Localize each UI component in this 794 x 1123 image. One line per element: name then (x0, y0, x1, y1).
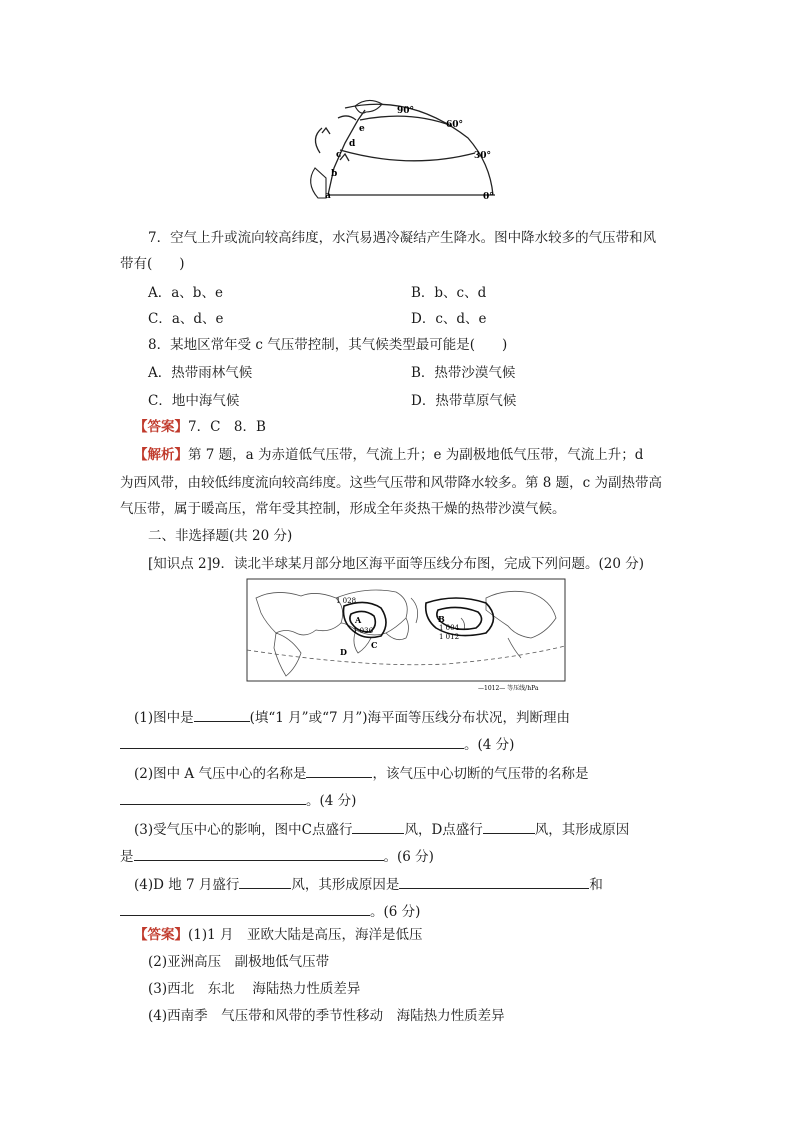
q9-part3-line1: (3)受气压中心的影响，图中C点盛行 风，D点盛行 风，其形成原因 (134, 818, 629, 838)
answer2-line3: (3)西北 东北 海陆热力性质差异 (148, 981, 361, 997)
answer-block-2: 【答案】(1)1 月 亚欧大陆是高压，海洋是低压 (134, 927, 423, 943)
section-heading: 二、非选择题(共 20 分) (148, 528, 293, 544)
answer-blank-reason1[interactable] (120, 734, 464, 749)
lat-0-label: 0° (483, 192, 494, 202)
q8-option-b: B．热带沙漠气候 (411, 365, 516, 381)
lat-30-label: 30° (474, 151, 492, 161)
answer-blank-1[interactable] (194, 707, 250, 722)
answer-blank-4b[interactable] (399, 874, 589, 889)
q9-stem: [知识点 2]9．读北半球某月部分地区海平面等压线分布图，完成下列问题。(20 分) (148, 556, 645, 572)
answer-blank-3a[interactable] (352, 819, 404, 834)
q7-line2: 带有( ) (120, 256, 185, 272)
pressure-belt-diagram (300, 98, 505, 210)
lat-90-label: 90° (397, 106, 415, 116)
answer-blank-4c[interactable] (120, 901, 370, 916)
iso-1036-label: 1 036 (353, 627, 374, 635)
q7-option-d: D．c、d、e (411, 311, 487, 327)
answer-blank-3b[interactable] (483, 819, 535, 834)
q9-part2-line2: 。(4 分) (120, 789, 356, 809)
map-label-A: A (355, 615, 362, 625)
arrow-head-1 (322, 128, 330, 134)
answer-text: 7．C 8．B (188, 419, 266, 435)
analysis-tag: 【解析】 (134, 447, 188, 463)
answer-tag: 【答案】 (134, 419, 188, 435)
q7-line1: 7．空气上升或流向较高纬度，水汽易遇冷凝结产生降水。图中降水较多的气压带和风 (148, 230, 657, 246)
latitude-30-line (340, 150, 475, 161)
iso-1028-label: 1 028 (336, 597, 357, 605)
analysis-line2: 为西风带，由较低纬度流向较高纬度。这些气压带和风带降水较多。第 8 题，c 为副热带高 (120, 475, 663, 491)
label-d: d (349, 139, 356, 149)
q7-option-c: C．a、d、e (148, 311, 224, 327)
lat-60-label: 60° (446, 120, 464, 130)
q8-option-c: C．地中海气候 (148, 393, 240, 409)
q9-part3-line2: 是 。(6 分) (120, 845, 434, 865)
iso-1012-label: 1 012 (439, 633, 460, 641)
q9-part1-line2: 。(4 分) (120, 733, 514, 753)
answer-blank-3c[interactable] (134, 846, 384, 861)
q9-part2-line1: (2)图中 A 气压中心的名称是 ，该气压中心切断的气压带的名称是 (134, 762, 588, 782)
analysis-line1: 【解析】第 7 题，a 为赤道低气压带，气流上升；e 为副极地低气压带，气流上升；d (134, 447, 644, 463)
answer-tag-2: 【答案】 (134, 927, 188, 943)
label-b: b (331, 169, 338, 179)
answer2-line4: (4)西南季 气压带和风带的季节性移动 海陆热力性质差异 (148, 1008, 505, 1024)
equatorial-cloud (311, 168, 326, 198)
q9-part4-line1: (4)D 地 7 月盛行 风，其形成原因是 和 (134, 873, 603, 893)
analysis-line3: 气压带，属于暖高压，常年受其控制，形成全年炎热干燥的热带沙漠气候。 (120, 501, 566, 517)
label-e: e (359, 124, 365, 134)
q7-option-b: B．b、c、d (411, 285, 487, 301)
q7-option-a: A．a、b、e (148, 285, 223, 301)
q8-stem: 8．某地区常年受 c 气压带控制，其气候类型最可能是( ) (148, 337, 508, 353)
q8-option-a: A．热带雨林气候 (148, 365, 253, 381)
map-label-B: B (438, 614, 445, 624)
iso-1004-label: 1 004 (439, 624, 460, 632)
latitude-60-line (360, 116, 452, 126)
label-a: a (325, 191, 331, 201)
isobar-map (246, 578, 566, 693)
label-c: c (336, 150, 342, 160)
answer2-line2: (2)亚洲高压 副极地低气压带 (148, 954, 330, 970)
circulation-arrow-2 (338, 116, 356, 120)
circulation-arrow-1 (315, 128, 322, 153)
map-legend: —1012— 等压线/hPa (478, 685, 539, 692)
map-label-C: C (371, 640, 378, 650)
q9-part1-line1: (1)图中是 (填“1 月”或“7 月”)海平面等压线分布状况，判断理由 (134, 706, 570, 726)
q8-option-d: D．热带草原气候 (411, 393, 517, 409)
answer-blank-2b[interactable] (120, 790, 306, 805)
map-label-D: D (340, 647, 347, 657)
q9-part4-line2: 。(6 分) (120, 900, 420, 920)
answer-blank-2a[interactable] (306, 763, 372, 778)
answer-block-1 (134, 415, 266, 435)
answer-blank-4a[interactable] (239, 874, 291, 889)
meridian-line (328, 110, 365, 195)
polar-cell-cloud (355, 100, 382, 113)
